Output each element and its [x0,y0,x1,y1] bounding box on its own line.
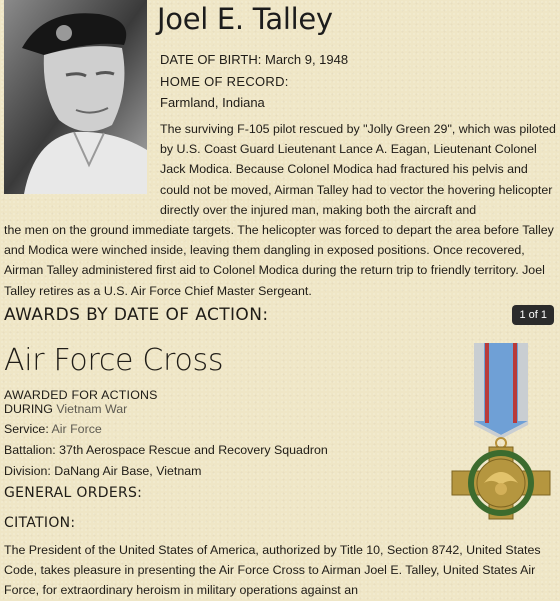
service-label: Service: [4,422,49,436]
awards-heading: AWARDS BY DATE OF ACTION: [4,305,269,325]
award-title: Air Force Cross [4,343,224,378]
service-link[interactable]: Air Force [51,422,102,436]
biography-text-wrapped: The surviving F-105 pilot rescued by "Jolly Green 29", which was piloted by U.S. Coast Guard Lieutenant Lance A. Eagan, Lieutenant Colonel Jack Modica. Because Colonel Modica had fractured his pelvis and could not be moved, Airman Talley had to vector the hovering helicopter directly over the injured man, making both the aircraft and [160,122,556,217]
battalion: Battalion: 37th Aerospace Rescue and Recovery Squadron [4,443,328,457]
date-of-birth [160,52,348,67]
general-orders-heading: GENERAL ORDERS: [4,485,143,501]
biography [4,119,556,301]
awarded-during [4,402,127,416]
awarded-for-label: AWARDED FOR ACTIONS [4,388,158,402]
conflict-link[interactable]: Vietnam War [56,402,128,416]
biography-text-full: the men on the ground immediate targets. The helicopter was forced to depart the area before Talley and Modica were winched inside, leaving them dangling in exposed positions. Once recovered, Airman Talley administered first aid to Colonel Modica during the return trip to friendly territory. Joel Talley retires as a U.S. Air Force Chief Master Sergeant. [4,223,554,298]
home-of-record-label: HOME OF RECORD: [160,74,289,89]
service [4,422,102,436]
citation-text: The President of the United States of America, authorized by Title 10, Section 8742, United States Code, takes pleasure in presenting the Air Force Cross to Airman Joel E. Talley, United States Air Force, for extraordinary heroism in military operations against an [4,543,541,598]
person-name: Joel E. Talley [157,2,333,36]
home-of-record-value: Farmland, Indiana [160,95,265,110]
dob-label: DATE OF BIRTH: [160,52,262,67]
during-label: DURING [4,402,53,416]
awards-pager[interactable]: 1 of 1 [512,305,554,325]
air-force-cross-medal-image [444,343,558,521]
dob-value: March 9, 1948 [264,52,349,67]
citation-heading: CITATION: [4,515,76,531]
division: Division: DaNang Air Base, Vietnam [4,464,202,478]
